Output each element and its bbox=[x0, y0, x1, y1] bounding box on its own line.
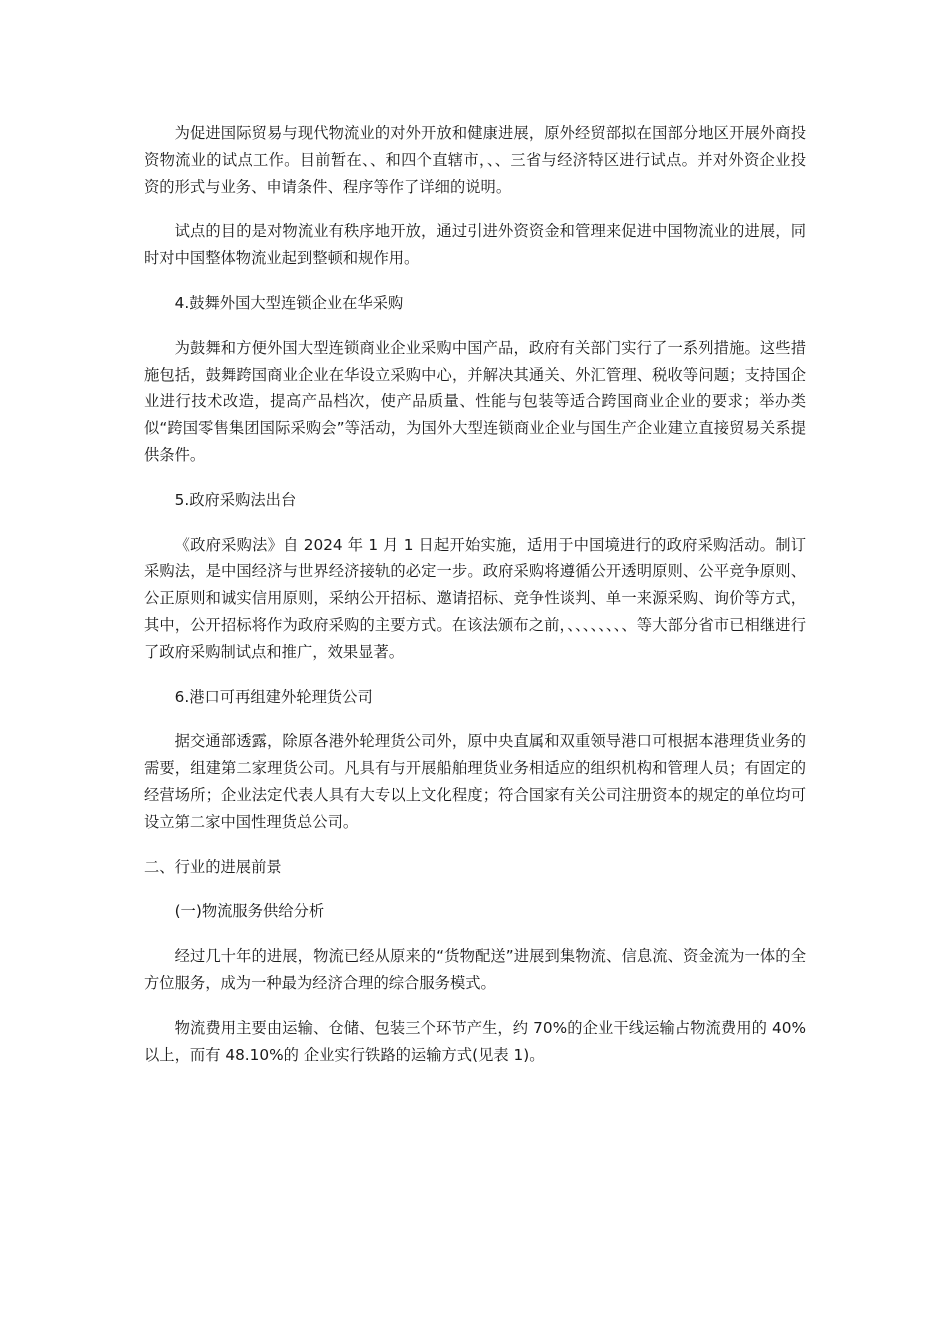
paragraph-pilot-purpose: 试点的目的是对物流业有秩序地开放，通过引进外资资金和管理来促进中国物流业的进展，同时对中国整体物流业起到整顿和规作用。 bbox=[144, 222, 806, 268]
heading-port-tally-company: 6.港口可再组建外轮理货公司 bbox=[174, 687, 373, 706]
paragraph-logistics-costs: 物流费用主要由运输、仓储、包装三个环节产生，约 70%的企业干线运输占物流费用的 40%以上，而有 48.10%的 企业实行铁路的运输方式(见表 1)。 bbox=[144, 1018, 806, 1064]
paragraph-procurement-law: 《政府采购法》自 2024 年 1 月 1 日起开始实施，适用于中国境进行的政府采购活动。制订采购法，是中国经济与世界经济接轨的必定一步。政府采购将遵循公开透明原则、公平竞争原则、公正原则和诚实信用原则，采纳公开招标、邀请招标、竞争性谈判、单一来源采购、询价等方式，其中，公开招标将作为政府采购的主要方式。在该法颁布之前，、、、、、、、、等大部分省市已相继进行了政府采购制试点和推广，效果显著。 bbox=[144, 535, 806, 661]
section-title-industry-outlook: 二、行业的进展前景 bbox=[144, 857, 282, 876]
heading-procurement-law: 5.政府采购法出台 bbox=[174, 490, 297, 509]
heading-encourage-chain-procurement: 4.鼓舞外国大型连锁企业在华采购 bbox=[174, 293, 404, 312]
paragraph-logistics-pilot-intro: 为促进国际贸易与现代物流业的对外开放和健康进展，原外经贸部拟在国部分地区开展外商投资物流业的试点工作。目前暂在、、和四个直辖市，、、三省与经济特区进行试点。并对外资企业投资的形式与业务、申请条件、程序等作了详细的说明。 bbox=[144, 124, 806, 196]
heading-logistics-supply-analysis: (一)物流服务供给分析 bbox=[174, 902, 325, 921]
document-body bbox=[144, 120, 806, 1086]
paragraph-logistics-development: 经过几十年的进展，物流已经从原来的“货物配送”进展到集物流、信息流、资金流为一体的全方位服务，成为一种最为经济合理的综合服务模式。 bbox=[144, 947, 806, 992]
paragraph-chain-procurement-measures: 为鼓舞和方便外国大型连锁商业企业采购中国产品，政府有关部门实行了一系列措施。这些措施包括，鼓舞跨国商业企业在华设立采购中心，并解决其通关、外汇管理、税收等问题；支持国企业进行技术改造，提高产品档次，使产品质量、性能与包装等适合跨国商业企业的要求；举办类似“跨国零售集团国际采购会”等活动，为国外大型连锁商业企业与国生产企业建立直接贸易关系提供条件。 bbox=[144, 338, 806, 464]
paragraph-port-tally-company: 据交通部透露，除原各港外轮理货公司外，原中央直属和双重领导港口可根据本港理货业务的需要，组建第二家理货公司。凡具有与开展船舶理货业务相适应的组织机构和管理人员；有固定的经营场所；企业法定代表人具有大专以上文化程度；符合国家有关公司注册资本的规定的单位均可设立第二家中国性理货总公司。 bbox=[144, 732, 806, 831]
